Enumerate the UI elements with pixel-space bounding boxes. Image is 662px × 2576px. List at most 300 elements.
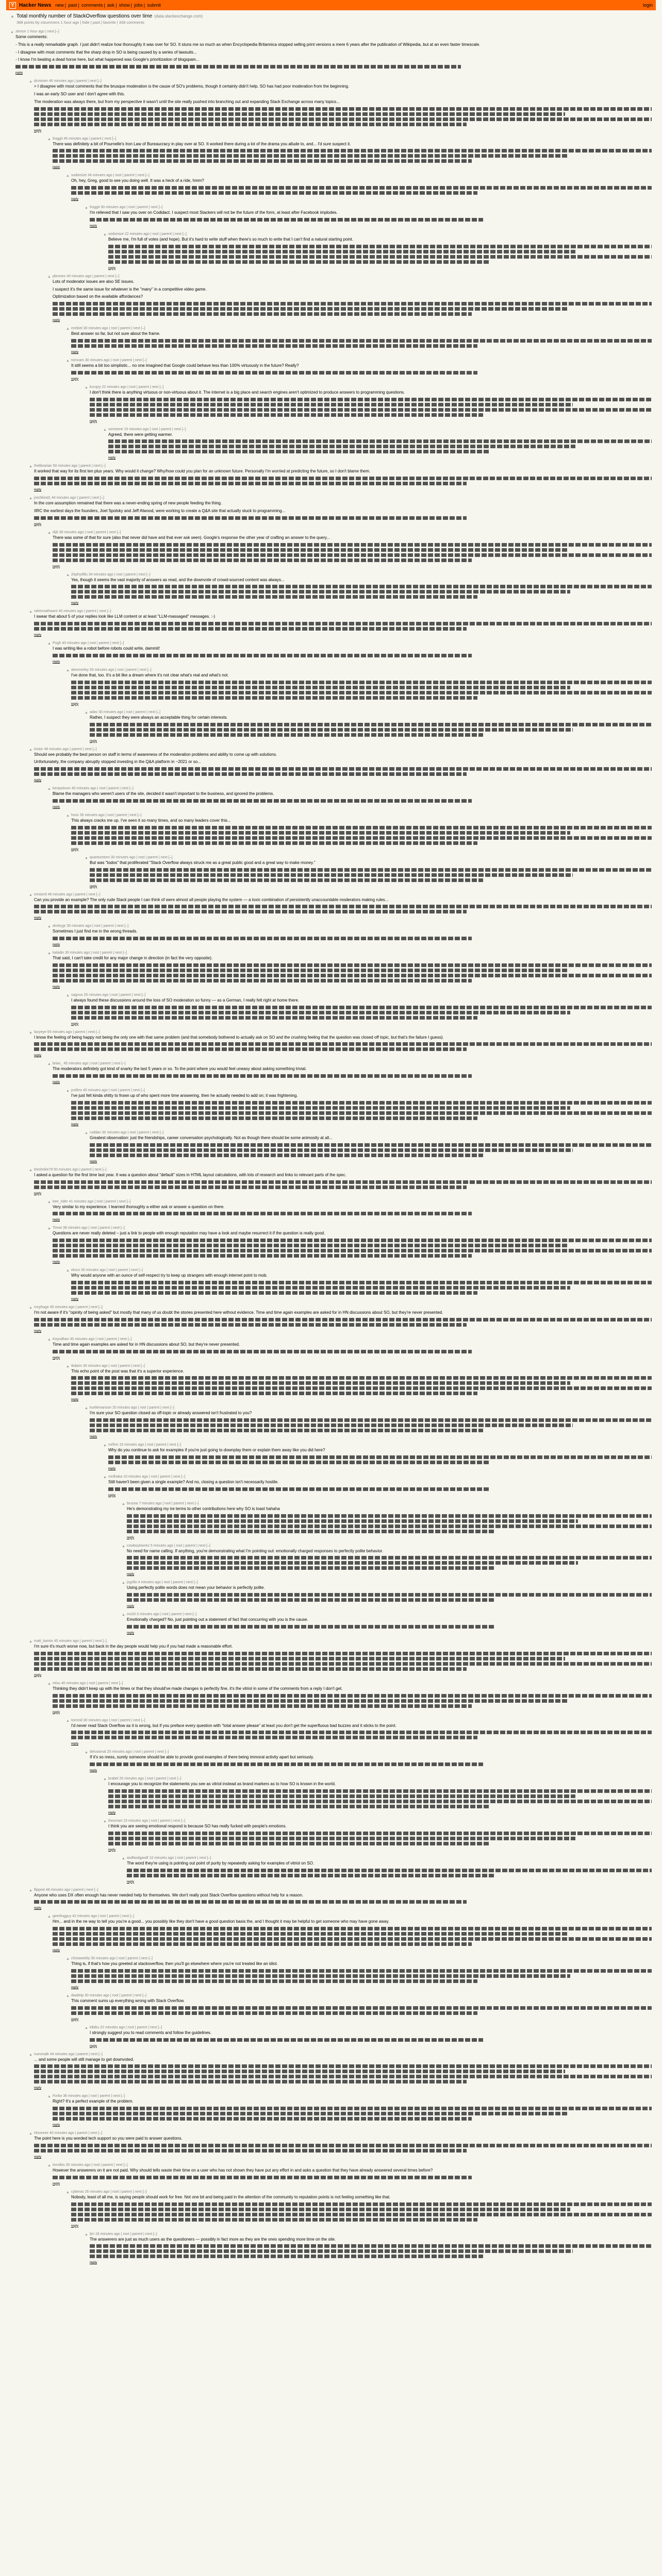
reply-link[interactable]: reply [90, 224, 97, 228]
upvote-icon[interactable]: ▲ [47, 1227, 51, 1231]
comment-paragraph: I think you are seeing emotional respond is because SO has really fucked with people's emotions. [108, 1824, 287, 1829]
comment-meta[interactable]: ezekiel 30 minutes ago | root | parent | next [–] [71, 327, 145, 331]
comment-meta[interactable]: brian_ 45 minutes ago | root | parent | next [–] [53, 1062, 126, 1066]
text-line-placeholder [90, 728, 573, 732]
reply-link[interactable]: reply [127, 1572, 135, 1577]
comment-body [71, 359, 652, 381]
comment-paragraph: Believe me, I'm full of votes (and hope). But it's hard to write stuff when there's so much to write that I can't find a natural starting point. [108, 236, 354, 242]
comment-meta[interactable]: delusional 25 minutes ago | root | parent | next [–] [90, 1750, 169, 1754]
text-line-placeholder [34, 622, 652, 625]
reply-link[interactable]: reply [108, 456, 116, 460]
login-link[interactable]: login [642, 3, 653, 8]
text-line-placeholder [71, 1286, 570, 1290]
upvote-icon[interactable]: ▲ [66, 1994, 70, 1998]
comment-text [53, 2168, 652, 2179]
comment-text [71, 1273, 652, 1295]
comment-meta[interactable]: mrfinn 15 minutes ago | root | parent | next [–] [108, 1443, 181, 1447]
comment-meta[interactable]: tristor 48 minutes ago | parent | next [–] [34, 747, 97, 751]
comment-text [90, 390, 652, 417]
reply-link[interactable]: reply [53, 1948, 60, 1953]
reply-link[interactable]: reply [34, 778, 42, 783]
comment-meta[interactable]: dwaltrip 30 minutes ago | root | parent | next [–] [71, 1994, 146, 1997]
text-line-placeholder [34, 482, 467, 485]
reply-link[interactable]: reply [53, 1080, 60, 1084]
comment-meta[interactable]: thesmart 15 minutes ago | root | parent | next [–] [108, 1819, 186, 1823]
text-line-placeholder [71, 1731, 652, 1734]
reply-link[interactable]: reply [53, 165, 60, 170]
comment-text [90, 1411, 652, 1432]
nav-separator: | [78, 3, 79, 8]
comment-paragraph: In the core assumption remained that there was a never-ending spring of new people feeding the thing. [34, 501, 222, 506]
comment-meta[interactable]: adav 30 minutes ago | root | parent | next [–] [90, 710, 160, 714]
upvote-icon[interactable]: ▲ [29, 2053, 32, 2057]
comment-meta[interactable]: mrwizrd 46 minutes ago | parent | next [–] [34, 892, 101, 896]
reply-link[interactable]: reply [90, 1769, 97, 1773]
reply-link[interactable]: reply [34, 522, 42, 526]
comment-meta[interactable]: lazyeye 55 minutes ago | parent | next [–] [34, 1030, 100, 1034]
reply-link[interactable]: reply [34, 1906, 42, 1910]
upvote-icon[interactable]: ▲ [47, 925, 51, 929]
comment-meta[interactable]: dcminter 46 minutes ago | parent | next [–] [34, 79, 102, 83]
reply-link[interactable]: reply [90, 419, 97, 423]
upvote-icon[interactable]: ▲ [66, 1089, 70, 1093]
comment-paragraph: I was an early SO user and I don't agree with this. [34, 91, 125, 96]
text-line-placeholder [90, 1143, 652, 1147]
reply-link[interactable]: reply [34, 1673, 42, 1677]
comment-text [34, 897, 652, 914]
text-line-placeholder [53, 1212, 472, 1215]
comment-text [127, 1617, 652, 1629]
comment-paragraph: I'm sure it's much worse now, but back in the day people would help you if you had made a reasonable effort. [34, 1644, 233, 1649]
text-line-placeholder [108, 1461, 489, 1464]
reply-link[interactable]: reply [71, 377, 79, 381]
reply-link[interactable]: reply [71, 1986, 79, 1989]
upvote-icon[interactable]: ▲ [103, 1476, 107, 1480]
comment-meta[interactable]: cowboylowrez 5 minutes ago | root | parent | next [–] [127, 1544, 210, 1548]
upvote-icon[interactable]: ▲ [29, 1030, 32, 1035]
comment-body [71, 2190, 652, 2228]
reply-link[interactable]: reply [53, 318, 60, 323]
comment-meta[interactable]: jrochkind1 44 minutes ago | parent | next [–] [34, 496, 104, 500]
text-line-placeholder [71, 826, 652, 829]
comment-meta[interactable]: ruddan 30 minutes ago | root | parent | next [–] [90, 1131, 164, 1135]
comment-meta[interactable]: geerlingguy 42 minutes ago | root | parent | next [–] [53, 1914, 134, 1919]
upvote-icon[interactable]: ▲ [122, 1581, 125, 1585]
reply-link[interactable]: reply [108, 266, 116, 270]
comment-text [71, 2195, 652, 2222]
comment-meta[interactable]: kaladin 30 minutes ago | root | parent | next [–] [53, 951, 127, 955]
upvote-icon[interactable]: ▲ [66, 993, 70, 997]
reply-link[interactable]: reply [53, 659, 60, 664]
upvote-icon[interactable]: ▲ [47, 137, 51, 141]
comment-meta[interactable]: froggit 30 minutes ago | root | parent | next [–] [90, 206, 163, 210]
upvote-icon[interactable]: ▲ [47, 1337, 51, 1342]
nav-show[interactable]: show [119, 3, 130, 8]
comment-paragraph: There was definitely a bit of Pournelle's Iron Law of Bureaucracy in play over at SO. It worked there during a lot of the drama you allude to, and... I'd sure suspect it. [53, 141, 351, 146]
upvote-icon[interactable]: ▲ [10, 30, 14, 34]
reply-link[interactable]: reply [71, 2224, 79, 2228]
text-line-placeholder [53, 1932, 568, 1936]
comment-paragraph: I swear that about 5 of your replies look like LLM content or at least "LLM-massaged" messages. :-) [34, 614, 216, 619]
comment-paragraph: I'm sure your SO question closed as off-topic or already answered isn't frustrated to you? [90, 1411, 252, 1416]
reply-link[interactable]: reply [108, 1848, 116, 1852]
nav-jobs[interactable]: jobs [134, 3, 143, 8]
upvote-icon[interactable]: ▲ [47, 642, 51, 646]
comment-meta[interactable]: thelibrarian 50 minutes ago | parent | next [–] [34, 464, 106, 468]
upvote-icon[interactable]: ▲ [85, 1751, 88, 1755]
story-subtext: 388 points by ctsummers 1 hour ago | hide | past | favorite | 338 comments [16, 20, 144, 25]
upvote-icon[interactable]: ▲ [85, 710, 88, 715]
comment-meta[interactable]: sodomize 34 minutes ago | root | parent | next [–] [71, 174, 150, 178]
text-line-placeholder [71, 590, 570, 594]
comment-paragraph: Agreed, there were getting warmer. [108, 432, 173, 437]
upvote-icon[interactable]: ▲ [29, 465, 32, 469]
comment-text [71, 1998, 652, 2015]
reply-link[interactable]: reply [71, 1123, 79, 1127]
text-line-placeholder [71, 1111, 652, 1115]
upvote-icon[interactable]: ▲ [85, 1406, 88, 1411]
reply-link[interactable]: reply [71, 1297, 79, 1301]
comment-text [90, 210, 652, 222]
reply-link[interactable]: reply [90, 739, 97, 743]
comment [29, 609, 652, 637]
comment-meta[interactable]: ljm 18 minutes ago | root | parent | next [–] [90, 2232, 157, 2236]
reply-link[interactable]: reply [34, 633, 42, 637]
text-line-placeholder [53, 937, 472, 940]
text-line-placeholder [34, 123, 467, 126]
comment-meta[interactable]: tomcam 30 minutes ago | root | parent | next [–] [71, 358, 147, 362]
comment-meta[interactable]: mlsu 40 minutes ago | root | parent | next [–] [53, 1681, 123, 1685]
comment-body [108, 1777, 652, 1815]
upvote-icon[interactable]: ▲ [66, 1364, 70, 1368]
reply-link[interactable]: reply [90, 2261, 97, 2265]
text-line-placeholder [71, 696, 477, 700]
upvote-icon[interactable]: ▲ [29, 1640, 32, 1644]
reply-link[interactable]: reply [53, 943, 60, 947]
upvote-icon[interactable]: ▲ [66, 1957, 70, 1961]
comment-meta[interactable]: ms33 3 minutes ago | root | parent | next [–] [127, 1613, 197, 1617]
comment [29, 2053, 652, 2090]
upvote-icon[interactable]: ▲ [29, 1168, 32, 1172]
text-line-placeholder [90, 413, 483, 417]
reply-link[interactable]: reply [34, 1329, 42, 1333]
comment-body [53, 1914, 652, 1952]
reply-link[interactable]: reply [71, 1022, 79, 1026]
comment-meta[interactable]: mcphage 45 minutes ago | parent | next [–] [34, 1306, 103, 1310]
comment-text [34, 469, 652, 485]
upvote-icon[interactable]: ▲ [103, 1444, 107, 1448]
reply-link[interactable]: reply [71, 197, 79, 201]
upvote-icon[interactable]: ▲ [103, 1820, 107, 1824]
comment-meta[interactable]: froggit 46 minutes ago | parent | next [–] [53, 137, 117, 141]
comment-meta[interactable]: pbronez 40 minutes ago | parent | next [–] [53, 274, 120, 278]
nav-separator: | [115, 3, 117, 8]
text-line-placeholder [108, 245, 652, 248]
text-line-placeholder [53, 1704, 472, 1708]
upvote-icon[interactable]: ▲ [47, 1200, 51, 1204]
upvote-icon[interactable]: ▲ [66, 668, 70, 672]
nav-ask[interactable]: ask [107, 3, 115, 8]
comment-meta[interactable]: cyberax 26 minutes ago | root | parent | next [–] [71, 2190, 147, 2194]
upvote-icon[interactable]: ▲ [66, 1269, 70, 1273]
comment-meta[interactable]: tkdarin 30 minutes ago | root | parent | next [–] [71, 1364, 145, 1368]
upvote-icon[interactable]: ▲ [85, 856, 88, 860]
upvote-icon[interactable]: ▲ [29, 748, 32, 752]
upvote-icon[interactable]: ▲ [103, 232, 107, 236]
comment-body [53, 1200, 652, 1222]
comment-paragraph: - I know I'm beating a dead horse here, but what happened was Google's prioritization of blogspam... [15, 57, 200, 62]
reply-link[interactable]: reply [53, 2123, 60, 2127]
comment-paragraph: It still seems a bit too simplistic... no one imagined that Google could behave less than 100% virtuously in the future? Really? [71, 363, 299, 368]
upvote-icon[interactable]: ▲ [47, 2095, 51, 2099]
reply-link[interactable]: reply [71, 601, 79, 605]
upvote-icon[interactable]: ▲ [47, 1915, 51, 1919]
comment-meta[interactable]: immibis 35 minutes ago | root | parent | next [–] [53, 2163, 128, 2167]
upvote-icon[interactable]: ▲ [47, 1682, 51, 1686]
text-line-placeholder [108, 1837, 575, 1840]
comment-meta[interactable]: kibibu 22 minutes ago | root | parent | next [–] [90, 2025, 162, 2029]
comment-meta[interactable]: jcgrillo 4 minutes ago | root | parent | next [–] [127, 1581, 198, 1585]
comment-meta[interactable]: Koyodhan 40 minutes ago | root | parent | next [–] [53, 1337, 132, 1341]
reply-link[interactable]: reply [90, 1159, 97, 1163]
reply-link[interactable]: reply [53, 1710, 60, 1714]
reply-link[interactable]: reply [34, 128, 42, 132]
upvote-icon[interactable]: ▲ [66, 814, 70, 818]
text-line-placeholder [90, 868, 652, 872]
comment-meta[interactable]: kccqzy 22 minutes ago | root | parent | next [–] [90, 385, 164, 389]
comment-meta[interactable]: sagnus 25 minutes ago | root | parent | next [–] [71, 993, 146, 997]
reply-link[interactable]: reply [34, 488, 42, 492]
reply-link[interactable]: reply [53, 564, 60, 568]
comment-meta[interactable]: dijit 39 minutes ago | root | parent | next [–] [53, 530, 121, 534]
upvote-icon[interactable]: ▲ [85, 2026, 88, 2030]
reply-link[interactable]: reply [34, 2155, 42, 2159]
comment-meta[interactable]: Timwi 38 minutes ago | root | parent | next [–] [53, 1226, 125, 1230]
text-line-placeholder [34, 2080, 467, 2083]
reply-link[interactable]: reply [53, 805, 60, 809]
comment-meta[interactable]: jcollins 40 minutes ago | root | parent | next [–] [71, 1089, 145, 1093]
comment-meta[interactable]: kurtlemanson 20 minutes ago | root | parent | next [–] [90, 1406, 174, 1410]
text-line-placeholder [127, 1869, 652, 1872]
comment-body [34, 2131, 652, 2159]
nav-comments[interactable]: comments [81, 3, 103, 8]
reply-link[interactable]: reply [15, 71, 23, 75]
upvote-icon[interactable]: ▲ [66, 2190, 70, 2194]
reply-link[interactable]: reply [71, 350, 79, 354]
upvote-icon[interactable]: ▲ [29, 1888, 32, 1892]
comment-text [34, 1035, 652, 1052]
reply-link[interactable]: reply [90, 2044, 97, 2048]
comment-meta[interactable]: nurumaik 44 minutes ago | parent | next [–] [34, 2052, 103, 2056]
comment-body [34, 496, 652, 526]
logo[interactable]: Y [9, 2, 16, 9]
comment-paragraph: > I disagree with most comments that the brusque moderation is the cause of SO's problems, though it certainly didn't help. SO has had poor moderation from the beginning. [34, 84, 350, 89]
comment-meta[interactable]: rahimnathwani 40 minutes ago | parent | next [–] [34, 609, 111, 614]
comment-body [34, 1639, 652, 1677]
upvote-icon[interactable]: ▲ [47, 531, 51, 535]
comment-meta[interactable]: Pugh 40 minutes ago | root | parent | next [–] [53, 641, 124, 646]
comment-meta[interactable]: hoss 35 minutes ago | root | parent | next [–] [71, 813, 142, 817]
comment-meta[interactable]: bee_rider 41 minutes ago | root | parent | next [–] [53, 1199, 131, 1204]
comment-paragraph: It worked that way for its first ten plus years. Why would it change? Why/how could you plan for an unknown future. Personally I'm worried at predicting the future, so I don't blame them. [34, 469, 371, 474]
upvote-icon[interactable]: ▲ [29, 1306, 32, 1310]
text-line-placeholder [90, 408, 652, 412]
comment-meta[interactable]: ZephyrBlu 34 minutes ago | root | parent | next [–] [71, 572, 151, 577]
upvote-icon[interactable]: ▲ [47, 787, 51, 791]
reply-link[interactable]: reply [108, 1811, 116, 1815]
comment-meta[interactable]: someone 15 minutes ago | root | parent | next [–] [108, 427, 186, 431]
text-line-placeholder [34, 1667, 467, 1671]
comment-body [34, 893, 652, 920]
reply-link[interactable]: reply [71, 702, 79, 706]
upvote-icon[interactable]: ▲ [66, 327, 70, 331]
upvote-icon[interactable]: ▲ [66, 174, 70, 178]
upvote-icon[interactable]: ▲ [29, 2132, 32, 2136]
comment-meta[interactable]: matt_kantor 45 minutes ago | parent | next [–] [34, 1639, 107, 1643]
reply-link[interactable]: reply [34, 916, 42, 920]
reply-link[interactable]: reply [34, 1054, 42, 1058]
comment-meta[interactable]: zkmon 1 hour ago | next [–] [15, 30, 59, 33]
comment-paragraph: Still haven't been given a single example? And no, closing a question isn't necessarily hostile. [108, 1480, 279, 1485]
comment-meta[interactable]: dmitrygr 35 minutes ago | root | parent | next [–] [53, 924, 129, 928]
text-line-placeholder [127, 1625, 494, 1629]
text-line-placeholder [108, 1842, 489, 1845]
comment-meta[interactable]: flipped 48 minutes ago | parent | next [–] [34, 1888, 98, 1892]
reply-link[interactable]: reply [90, 884, 97, 888]
comment-meta[interactable]: theshrike79 50 minutes ago | parent | next [–] [34, 1167, 107, 1172]
comment [122, 1856, 652, 1884]
top-nav [55, 3, 161, 8]
text-line-placeholder [53, 2117, 472, 2121]
comment-paragraph: Should see probably the best person on staff in terms of awareness of the moderation problems and ability to come up with solutions. [34, 752, 277, 757]
comment-meta[interactable]: kenjackson 40 minutes ago | root | parent | next [–] [53, 787, 134, 791]
reply-link[interactable]: reply [127, 1535, 135, 1539]
reply-link[interactable]: reply [53, 1218, 60, 1222]
comment-meta[interactable]: ekurz 30 minutes ago | root | parent | next [–] [71, 1268, 143, 1273]
page-frame [6, 0, 656, 2272]
upvote-icon[interactable]: ▲ [29, 497, 32, 501]
reply-link[interactable]: reply [71, 2017, 79, 2021]
comment-text [108, 1448, 652, 1464]
reply-link[interactable]: reply [53, 2181, 60, 2185]
nav-submit[interactable]: submit [147, 3, 161, 8]
reply-link[interactable]: reply [53, 985, 60, 989]
comment-meta[interactable]: alexmorley 33 minutes ago | root | parent | next [–] [71, 668, 152, 672]
reply-link[interactable]: reply [127, 1879, 135, 1884]
comment-body [34, 464, 652, 492]
comment-meta[interactable]: Forbo 36 minutes ago | root | parent | next [–] [53, 2094, 125, 2098]
text-line-placeholder [71, 371, 477, 375]
text-line-placeholder [34, 2070, 565, 2073]
reply-link[interactable]: reply [127, 1604, 135, 1608]
upvote-icon[interactable]: ▲ [122, 1613, 125, 1617]
comment-paragraph: I strongly suggest you to read comments and follow the guidelines. [90, 2030, 212, 2035]
comment-meta[interactable]: brabel 20 minutes ago | root | parent | next [–] [108, 1777, 181, 1781]
comment-meta[interactable]: mrdhaka 10 minutes ago | root | parent | next [–] [108, 1475, 186, 1479]
upvote-icon[interactable]: ▲ [47, 275, 51, 279]
story-site[interactable]: (data.stackexchange.com) [154, 14, 203, 19]
comment [66, 327, 652, 354]
text-line-placeholder [108, 1487, 489, 1491]
text-line-placeholder [34, 1662, 652, 1666]
comment-meta[interactable]: chrisweekly 35 minutes ago | root | parent | next [–] [71, 1957, 153, 1961]
upvote-icon[interactable]: ▲ [29, 893, 32, 897]
upvote-icon[interactable]: ▲ [85, 206, 88, 210]
upvote-icon[interactable]: ▲ [66, 573, 70, 577]
reply-link[interactable]: reply [34, 1191, 42, 1195]
text-line-placeholder [34, 1323, 467, 1327]
comment [85, 1131, 652, 1163]
text-line-placeholder [108, 1794, 575, 1798]
comment-text [108, 237, 652, 264]
nav-past[interactable]: past [68, 3, 77, 8]
upvote-icon[interactable]: ▲ [66, 359, 70, 363]
comment-paragraph: I'm not aware if it's "opinity of being asked" but mostly that many of us doubt the stories presented here without evidence. Time and time again examples are asked for in HN discussions about SO, but they're never presented. [34, 1310, 443, 1315]
comment-text [71, 673, 652, 700]
upvote-icon[interactable]: ▲ [85, 2232, 88, 2236]
upvote-icon[interactable]: ▲ [29, 80, 32, 84]
comment-meta[interactable]: asdfasdgasdf 10 minutes ago | root | parent | next [–] [127, 1856, 211, 1860]
upvote-icon[interactable]: ▲ [47, 1062, 51, 1066]
upvote-icon[interactable]: ▲ [103, 428, 107, 432]
comment-meta[interactable]: tomrod 30 minutes ago | root | parent | next [–] [71, 1718, 145, 1722]
comment-meta[interactable]: brucea 7 minutes ago | root | parent | next [–] [127, 1501, 199, 1505]
comment-body [53, 2094, 652, 2127]
text-line-placeholder [53, 307, 568, 311]
upvote-icon[interactable]: ▲ [103, 1777, 107, 1782]
comment [122, 1581, 652, 1608]
comment-body [71, 1994, 652, 2021]
upvote-icon[interactable]: ▲ [85, 385, 88, 389]
comment-paragraph: Why would anyone with an ounce of self-respect try to keep up strangers with enough internet point to mob. [71, 1273, 268, 1278]
upvote-icon[interactable]: ▲ [122, 1502, 125, 1506]
text-line-placeholder [53, 548, 568, 552]
upvote-icon[interactable]: ▲ [66, 1719, 70, 1723]
comment-meta[interactable]: sodomize 22 minutes ago | root | parent | next [–] [108, 232, 187, 236]
upvote-icon[interactable]: ▲ [122, 1856, 125, 1860]
text-line-placeholder [71, 1979, 477, 1983]
story-title[interactable]: Total monthly number of StackOverflow questions over time [16, 13, 153, 19]
comment-meta[interactable]: quantumtom 30 minutes ago | root | parent | next [–] [90, 855, 173, 859]
reply-link[interactable]: reply [108, 1467, 116, 1471]
upvote-icon[interactable]: ▲ [85, 1131, 88, 1136]
text-line-placeholder [34, 112, 565, 116]
comment-paragraph: Blame the managers who weren't users of the site, decided it wasn't important to the business, and ignored the problems. [53, 791, 274, 796]
reply-link[interactable]: reply [53, 1260, 60, 1264]
text-line-placeholder [71, 339, 652, 343]
reply-link[interactable]: reply [71, 1742, 79, 1746]
comment-paragraph: Sometimes I just find me in the wrong threads. [53, 929, 138, 934]
comment-paragraph: He's demonstrating my ire terms to other contributions here why SO is toast hahaha [127, 1506, 280, 1511]
upvote-icon[interactable]: ▲ [10, 14, 14, 19]
upvote-icon[interactable]: ▲ [47, 952, 51, 956]
reply-link[interactable]: reply [53, 1355, 60, 1360]
reply-link[interactable]: reply [90, 1435, 97, 1439]
nav-new[interactable]: new [55, 3, 64, 8]
comment-body [90, 385, 652, 423]
upvote-icon[interactable]: ▲ [47, 2163, 51, 2167]
comment-meta[interactable]: Hizonner 40 minutes ago | parent | next [–] [34, 2131, 103, 2136]
reply-link[interactable]: reply [71, 1398, 79, 1402]
reply-link[interactable]: reply [71, 847, 79, 851]
upvote-icon[interactable]: ▲ [122, 1544, 125, 1548]
reply-link[interactable]: reply [34, 2086, 42, 2090]
upvote-icon[interactable]: ▲ [29, 610, 32, 614]
reply-link[interactable]: reply [127, 1631, 135, 1635]
site-title[interactable]: Hacker News [19, 2, 52, 8]
reply-link[interactable]: reply [108, 1493, 116, 1497]
comment [66, 1719, 652, 1746]
